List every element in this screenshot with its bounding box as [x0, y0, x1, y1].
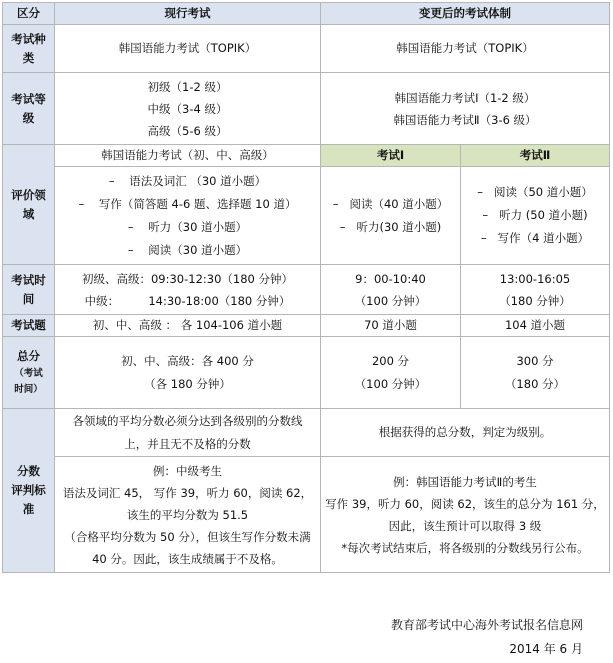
row-label-exam-time: 考试时 间: [3, 265, 55, 315]
domain-item: – 写作（4 道小题）: [480, 231, 590, 245]
exam-1-time: 9：00-10:40 （100 分钟）: [321, 265, 461, 315]
header-category: 区分: [3, 3, 55, 25]
row-questions: [3, 315, 610, 337]
exam-1-domain-list: [321, 167, 461, 265]
current-questions: 初、中、高级 ： 各 104-106 道小题: [55, 315, 321, 337]
current-domain-title: 韩国语能力考试（初、中、高级）: [55, 145, 321, 167]
current-exam-levels: 初级（1-2 级） 中级（3-4 级） 高级（5-6 级）: [55, 73, 321, 145]
current-criteria-rule: 各领域的平均分数必须分达到各级别的分数线 上，并且无不及格的分数: [55, 409, 321, 457]
row-domain-contents: [3, 167, 610, 265]
row-domain-titles: [3, 145, 610, 167]
domain-item: – 听力(30 道小题): [339, 219, 442, 234]
current-exam-type: 韩国语能力考试（TOPIK）: [55, 25, 321, 73]
exam-2-questions: 104 道小题: [461, 315, 610, 337]
exam-1-questions: 70 道小题: [321, 315, 461, 337]
domain-item: – 写作（简答题 4-6 题、选择题 10 道）: [78, 196, 297, 211]
row-exam-time: [3, 265, 610, 315]
domain-item: – 阅读（40 道小题）: [332, 196, 449, 211]
new-criteria-example: 例：韩国语能力考试Ⅱ的考生 写作 39，听力 60，阅读 62，该生的总分为 161 分， 因此，该生预计可以取得 3 级 *每次考试结束后，将各级别的分数线另行公布。: [321, 457, 610, 573]
row-label-domain: 评价领 域: [3, 145, 55, 265]
exam-2-title: 考试Ⅱ: [461, 145, 610, 167]
row-label-exam-type: 考试种 类: [3, 25, 55, 73]
row-criteria-example: [3, 457, 610, 573]
current-domain-list: [55, 167, 321, 265]
exam-2-time: 13:00-16:05 （180 分钟）: [461, 265, 610, 315]
new-exam-levels: 韩国语能力考试Ⅰ（1-2 级） 韩国语能力考试Ⅱ（3-6 级）: [321, 73, 610, 145]
row-label-questions: 考试题: [3, 315, 55, 337]
exam-2-domain-list: [461, 167, 610, 265]
row-label-total-score: 总分 （考试 时间）: [3, 337, 55, 409]
domain-item: – 阅读（50 道小题）: [477, 185, 593, 199]
domain-item: – 语法及词汇 （30 道小题）: [108, 173, 267, 188]
current-total-score: 初、中、高级：各 400 分 （各 180 分钟）: [55, 337, 321, 409]
new-exam-type: 韩国语能力考试（TOPIK）: [321, 25, 610, 73]
row-criteria-rule: [3, 409, 610, 457]
footer-organization: 教育部考试中心海外考试报名信息网: [390, 618, 583, 632]
row-total-score: [3, 337, 610, 409]
header-row: [3, 3, 610, 25]
exam-1-total-score: 200 分 （100 分钟）: [321, 337, 461, 409]
exam-1-title: 考试Ⅰ: [321, 145, 461, 167]
new-criteria-rule: 根据获得的总分数，判定为级别。: [321, 409, 610, 457]
current-exam-time: 初级、高级：09:30-12:30（180 分钟） 中级： 14:30-18:00（180 分钟）: [55, 265, 321, 315]
header-new-exam: 变更后的考试体制: [321, 3, 610, 25]
header-current-exam: 现行考试: [55, 3, 321, 25]
row-exam-level: [3, 73, 610, 145]
current-criteria-example: 例：中级考生 语法及词汇 45， 写作 39，听力 60，阅读 62， 该生的平均分数为 51.5 （合格平均分数为 50 分），但该生写作分数未满 40 分。因此，该生成绩属于不及格。: [55, 457, 321, 573]
comparison-table: [2, 2, 610, 573]
domain-item: – 听力 (50 道小题): [482, 208, 588, 222]
row-label-exam-level: 考试等 级: [3, 73, 55, 145]
exam-2-total-score: 300 分 （180 分）: [461, 337, 610, 409]
row-exam-type: [3, 25, 610, 73]
row-label-criteria: 分数 评判标 准: [3, 409, 55, 573]
domain-item: – 听力（30 道小题）: [127, 219, 248, 234]
domain-item: – 阅读（30 道小题）: [127, 242, 248, 257]
footer-date: 2014 年 6 月: [509, 642, 583, 656]
